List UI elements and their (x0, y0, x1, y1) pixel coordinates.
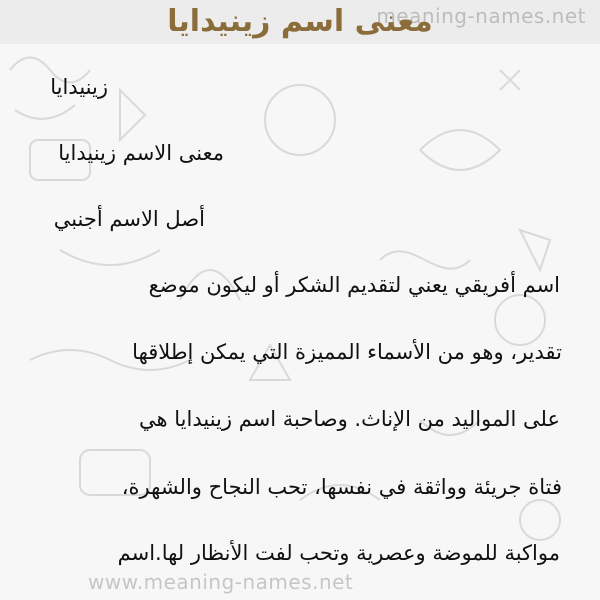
origin-line: أصل الاسم أجنبي (53, 207, 205, 231)
description-line-1: اسم أفريقي يعني لتقديم الشكر أو ليكون موضع (148, 273, 560, 297)
description-line-5: مواكبة للموضة وعصرية وتحب لفت الأنظار لها.اسم (117, 541, 560, 565)
page-title: معنى اسم زينيدايا (167, 4, 433, 39)
meaning-line: معنى الاسم زينيدايا (58, 141, 224, 165)
description-line-3: على المواليد من الإناث. وصاحبة اسم زينيدايا هي (139, 407, 560, 431)
site-watermark-bottom: www.meaning-names.net (88, 570, 354, 594)
description-line-2: تقدير، وهو من الأسماء المميزة التي يمكن إطلاقها (132, 340, 562, 364)
description-line-4: فتاة جريئة وواثقة في نفسها، تحب النجاح والشهرة، (121, 475, 562, 499)
name-line: زينيدايا (50, 75, 108, 99)
site-watermark-top: meaning-names.net (376, 4, 586, 28)
